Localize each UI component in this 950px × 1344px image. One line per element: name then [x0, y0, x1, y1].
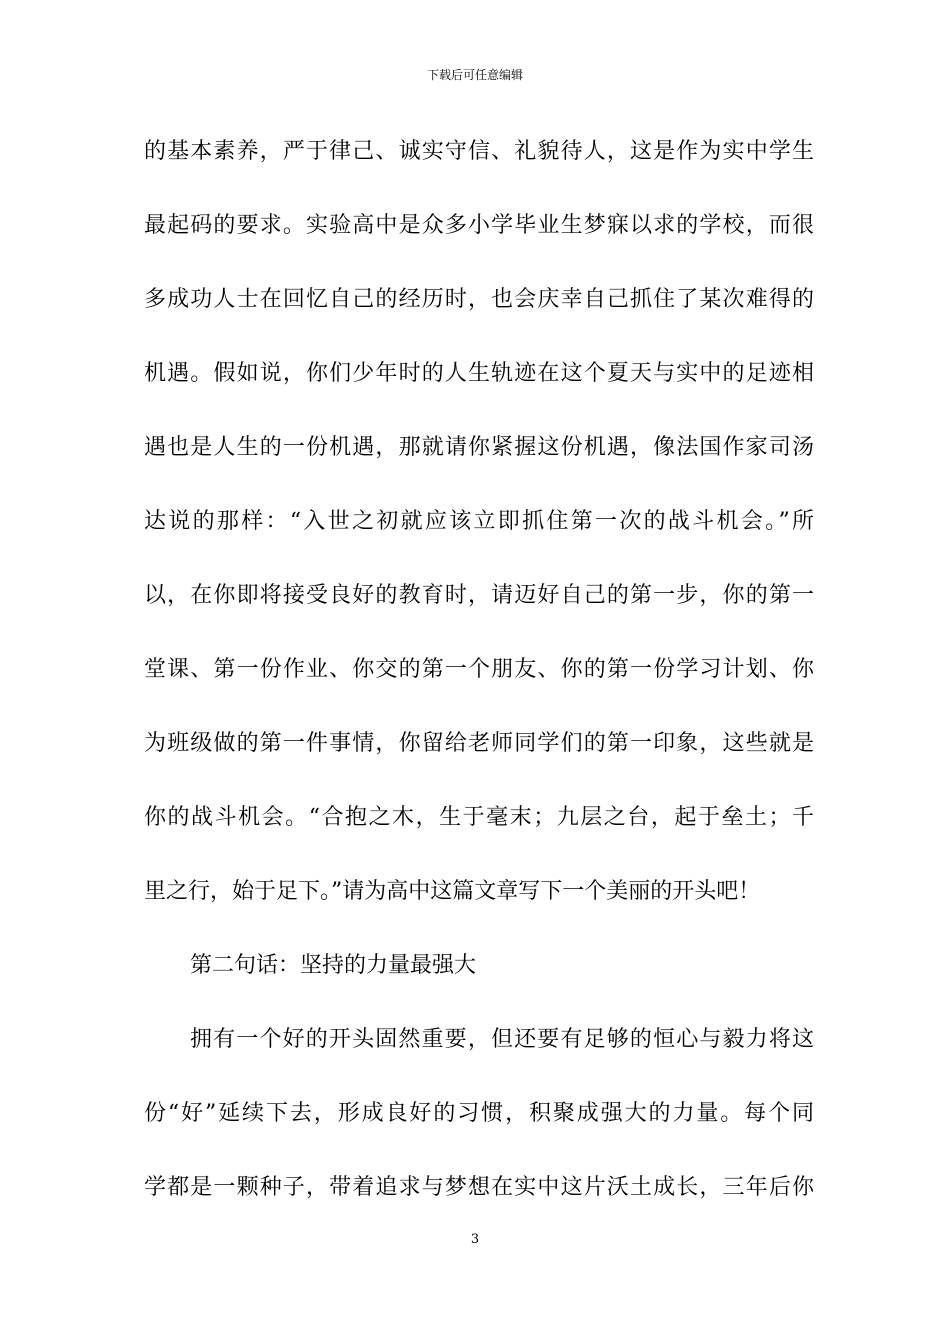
paragraph-first-line: 拥有一个好的开头固然重要，但还要有足够的恒心与毅力将这 — [190, 1027, 814, 1052]
body-text-line: 遇也是人生的一份机遇，那就请你紧握这份机遇，像法国作家司汤 — [144, 435, 814, 460]
body-text-line: 多成功人士在回忆自己的经历时，也会庆幸自己抓住了某次难得的 — [144, 287, 814, 312]
section-heading: 第二句话：坚持的力量最强大 — [190, 953, 477, 978]
page-number: 3 — [470, 1232, 480, 1247]
body-text-line: 学都是一颗种子，带着追求与梦想在实中这片沃土成长，三年后你 — [144, 1175, 814, 1200]
body-text-line: 份“好”延续下去，形成良好的习惯，积聚成强大的力量。每个同 — [144, 1101, 814, 1126]
body-text-line: 以，在你即将接受良好的教育时，请迈好自己的第一步，你的第一 — [144, 583, 814, 608]
body-text-line: 最起码的要求。实验高中是众多小学毕业生梦寐以求的学校，而很 — [144, 213, 814, 238]
body-text-line: 你的战斗机会。“合抱之木，生于毫末；九层之台，起于垒土；千 — [144, 805, 814, 830]
body-text-line: 达说的那样：“入世之初就应该立即抓住第一次的战斗机会。”所 — [144, 509, 814, 534]
body-text-line: 的基本素养，严于律己、诚实守信、礼貌待人，这是作为实中学生 — [144, 139, 814, 164]
page-header: 下载后可任意编辑 — [426, 68, 523, 82]
body-text-line: 为班级做的第一件事情，你留给老师同学们的第一印象，这些就是 — [144, 731, 814, 756]
body-text-line: 里之行，始于足下。”请为高中这篇文章写下一个美丽的开头吧！ — [144, 879, 761, 904]
body-text-line: 堂课、第一份作业、你交的第一个朋友、你的第一份学习计划、你 — [144, 657, 814, 682]
body-text-line: 机遇。假如说，你们少年时的人生轨迹在这个夏天与实中的足迹相 — [144, 361, 814, 386]
